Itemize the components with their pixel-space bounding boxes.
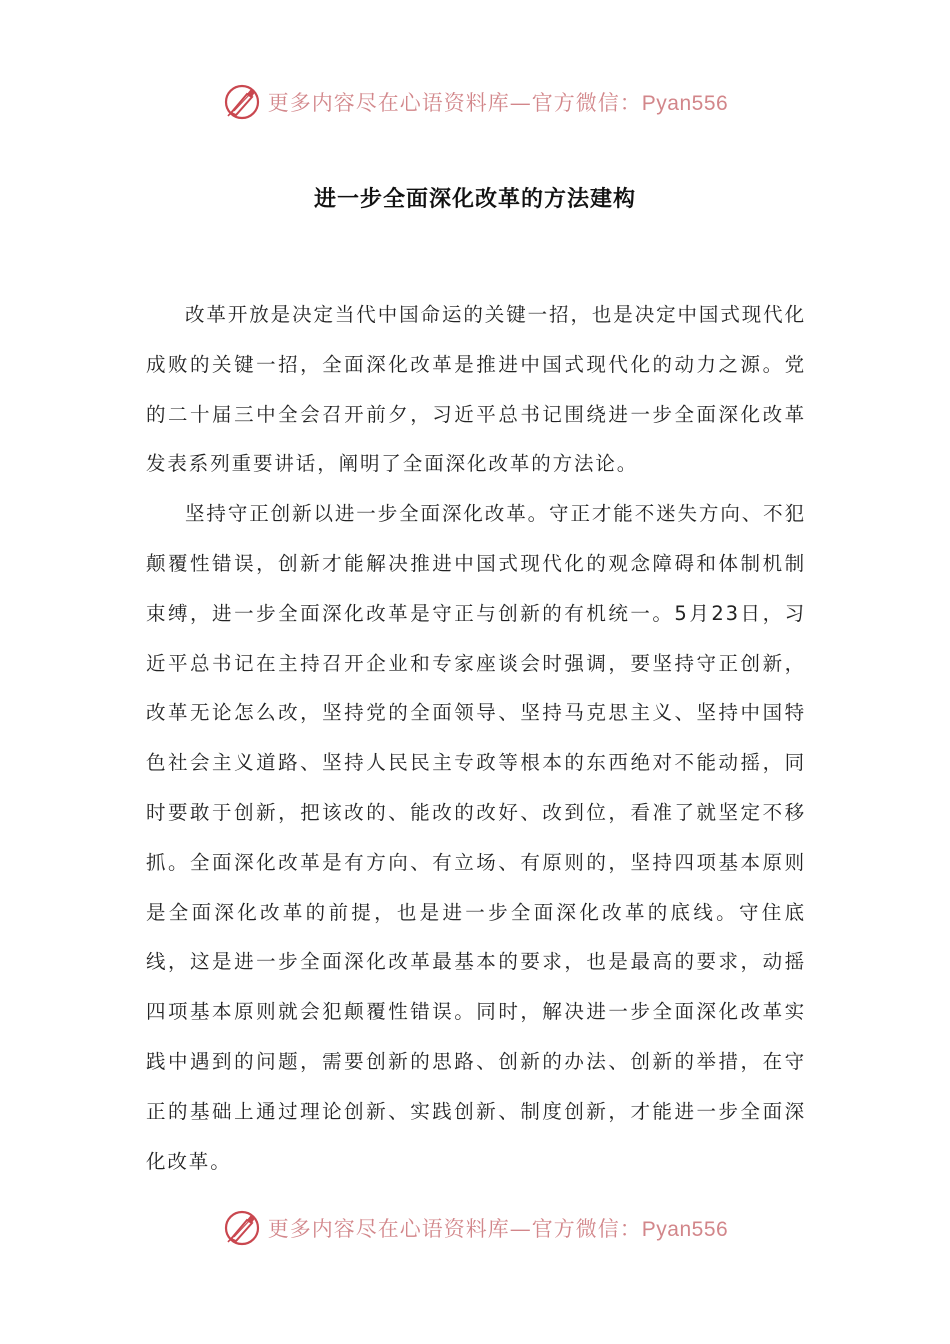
header-watermark xyxy=(0,80,950,124)
watermark-handle: Pyan556 xyxy=(641,92,729,115)
watermark-text xyxy=(268,87,728,117)
watermark-handle: Pyan556 xyxy=(641,1218,729,1241)
pen-nib-icon xyxy=(222,1208,262,1248)
paragraph-2: 坚持守正创新以进一步全面深化改革。守正才能不迷失方向、不犯颠覆性错误，创新才能解决推进中国式现代化的观念障碍和体制机制束缚，进一步全面深化改革是守正与创新的有机统一。5月23日，习近平总书记在主持召开企业和专家座谈会时强调，要坚持守正创新，改革无论怎么改，坚持党的全面领导、坚持马克思主义、坚持中国特色社会主义道路、坚持人民民主专政等根本的东西绝对不能动摇，同时要敢于创新，把该改的、能改的改好、改到位，看准了就坚定不移抓。全面深化改革是有方向、有立场、有原则的，坚持四项基本原则是全面深化改革的前提，也是进一步全面深化改革的底线。守住底线，这是进一步全面深化改革最基本的要求，也是最高的要求，动摇四项基本原则就会犯颠覆性错误。同时，解决进一步全面深化改革实践中遇到的问题，需要创新的思路、创新的办法、创新的举措，在守正的基础上通过理论创新、实践创新、制度创新，才能进一步全面深化改革。 xyxy=(146,502,806,1173)
pen-nib-icon xyxy=(222,82,262,122)
footer-watermark xyxy=(0,1206,950,1250)
document-title: 进一步全面深化改革的方法建构 xyxy=(313,187,636,212)
watermark-slogan: 更多内容尽在心语资料库—官方微信： xyxy=(267,91,642,115)
paragraph-1: 改革开放是决定当代中国命运的关键一招，也是决定中国式现代化成败的关键一招，全面深化改革是推进中国式现代化的动力之源。党的二十届三中全会召开前夕，习近平总书记围绕进一步全面深化改革发表系列重要讲话，阐明了全面深化改革的方法论。 xyxy=(146,303,806,476)
document-body xyxy=(146,290,806,1186)
watermark-text xyxy=(268,1213,728,1243)
watermark-slogan: 更多内容尽在心语资料库—官方微信： xyxy=(267,1217,642,1241)
